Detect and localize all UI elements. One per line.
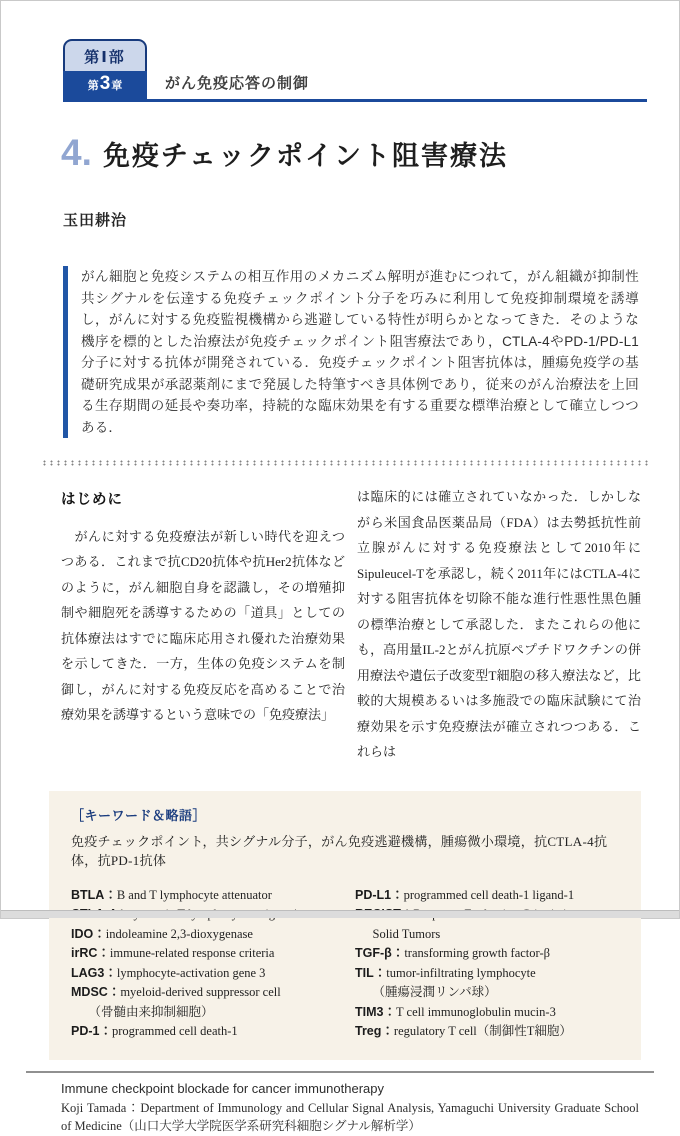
abbr-item <box>71 944 339 964</box>
abbr-def: programmed cell death-1 ligand-1 <box>403 887 575 902</box>
abbr-continuation: （腫瘍浸潤リンパ球） <box>372 985 497 1000</box>
abbr-term: TIL <box>355 965 374 980</box>
abbr-term: LAG3 <box>71 965 105 980</box>
article-title <box>61 134 647 172</box>
intro-column-left <box>61 484 345 765</box>
keyword-box <box>49 791 641 1060</box>
author-name: 玉田耕治 <box>63 212 128 230</box>
chapter-prefix: 第 <box>87 80 99 92</box>
intro-paragraph-right: は臨床的には確立されていなかった．しかしながら米国食品医薬品局（FDA）は去勢抵抗性前立腺がんに対する免疫療法として2010年にSipuleucel-Tを承認し，続く2011年にはCTLA-4に対する阻害抗体を切除不能な進行性悪性黒色腫の標準治療として承認した．またこれらの他にも，高用量IL-2とがん抗原ペプチドワクチンの併用療法や遺伝子改変型T細胞の移入療法など，比較的大規模あるいは多施設での臨床試験にて治療効果を示す免疫療法が確立されつつある．これらは <box>357 489 641 760</box>
section-number: 4. <box>61 132 92 173</box>
abbr-colon: ： <box>99 1024 112 1039</box>
abbr-def: programmed cell death-1 <box>112 1024 238 1039</box>
english-title: Immune checkpoint blockade for cancer immunotherapy <box>61 1080 384 1096</box>
abbr-colon: ： <box>97 946 110 961</box>
abbr-continuation: Solid Tumors <box>372 926 441 941</box>
abbr-item <box>355 1022 623 1042</box>
abbr-colon: ： <box>391 946 405 961</box>
abbr-item <box>355 944 623 964</box>
abbr-item <box>355 886 623 906</box>
section-title: 免疫チェックポイント阻害療法 <box>102 141 509 171</box>
abbr-term: Treg <box>355 1024 382 1039</box>
abbr-item <box>71 886 339 906</box>
abbr-def: indoleamine 2,3-dioxygenase <box>105 926 253 941</box>
abbr-item <box>71 983 339 1003</box>
chapter-number: 3 <box>99 73 111 94</box>
abbr-term: TIM3 <box>355 1004 384 1019</box>
abbr-def: tumor-infiltrating lymphocyte <box>386 965 536 980</box>
abbr-item <box>355 1003 623 1023</box>
abbr-term: BTLA <box>71 887 105 902</box>
keyword-list: 免疫チェックポイント，共シグナル分子，がん免疫逃避機構，腫瘍微小環境，抗CTLA-4抗体，抗PD-1抗体 <box>71 833 608 868</box>
intro-section <box>61 484 641 765</box>
abbr-term: TGF-β <box>355 946 392 961</box>
abbr-def: lymphocyte-activation gene 3 <box>116 965 266 980</box>
abbr-def: immune-related response criteria <box>109 946 275 961</box>
chapter-title: がん免疫応答の制御 <box>165 75 310 92</box>
part-tab <box>63 39 147 71</box>
abbr-term: PD-L1 <box>355 887 392 902</box>
abbr-term: MDSC <box>71 985 108 1000</box>
abbr-term: PD-1 <box>71 1024 100 1039</box>
keyword-box-label: ［キーワード＆略語］ <box>71 807 207 823</box>
abbr-def: myeloid-derived suppressor cell <box>120 985 281 1000</box>
abbr-item <box>71 964 339 984</box>
abbr-colon: ： <box>391 887 404 902</box>
part-label: 第Ⅰ部 <box>84 48 126 66</box>
chapter-number-box <box>63 71 147 99</box>
chapter-suffix: 章 <box>111 80 123 92</box>
abbr-def: T cell immunoglobulin mucin-3 <box>396 1004 556 1019</box>
intro-column-right <box>357 484 641 765</box>
abbr-item <box>71 1022 339 1042</box>
abbr-def: B and T lymphocyte attenuator <box>116 887 272 902</box>
author-affiliation: Koji Tamada：Department of Immunology and Cellular Signal Analysis, Yamaguchi University Graduate School of Medicine（山口大学大学院医学系研究科細胞シグナル解析学） <box>61 1100 639 1134</box>
abbr-item <box>355 964 623 984</box>
abstract-paragraph: がん細胞と免疫システムの相互作用のメカニズム解明が進むにつれて，がん組織が抑制性共シグナルを伝達する免疫チェックポイント分子を巧みに利用して免疫抑制環境を誘導し，がんに対する免疫監視機構から逃避している特性が明らかとなってきた．そのような機序を標的とした治療法が免疫チェックポイント阻害療法であり，CTLA-4やPD-1/PD-L1分子に対する抗体が開発されている．免疫チェックポイント阻害抗体は，腫瘍免疫学の基礎研究成果が承認薬剤にまで発展した特筆すべき具体例であり，従来のがん治療法を上回る生存期間の延長や奏功率，持続的な臨床効果を有する重要な標準治療として確立しつつある． <box>63 266 639 438</box>
abbr-continuation: （骨髄由来抑制細胞） <box>88 1004 214 1019</box>
part-chapter-block <box>63 39 147 99</box>
page-bottom-edge <box>1 910 679 918</box>
abbr-colon: ： <box>104 965 117 980</box>
intro-paragraph-left: がんに対する免疫療法が新しい時代を迎えつつある．これまで抗CD20抗体や抗Her2抗体などのように，がん細胞自身を認識し，その増殖抑制や細胞死を誘導するための「道具」としての抗体療法はすでに臨床応用され優れた治療効果を示してきた．一方，生体の免疫システムを制御し，がんに対する免疫反応を高めることで治療効果を誘導するという意味での「免疫療法」 <box>61 528 345 723</box>
abbr-colon: ： <box>373 965 387 980</box>
abbr-term: irRC <box>71 946 98 961</box>
intro-heading: はじめに <box>61 492 123 509</box>
dotted-divider <box>41 460 649 466</box>
abbr-colon: ： <box>93 926 106 941</box>
abbr-colon: ： <box>104 887 117 902</box>
abbr-def: transforming growth factor-β <box>404 946 550 961</box>
abbr-item <box>71 925 339 945</box>
abbr-colon: ： <box>381 1024 394 1039</box>
abbr-def: regulatory T cell（制御性T細胞） <box>393 1024 572 1039</box>
chapter-header <box>63 39 647 102</box>
footer <box>61 1081 639 1136</box>
abbr-term: IDO <box>71 926 94 941</box>
footer-divider <box>26 1071 654 1073</box>
abbr-colon: ： <box>383 1004 396 1019</box>
abbr-colon: ： <box>107 985 121 1000</box>
